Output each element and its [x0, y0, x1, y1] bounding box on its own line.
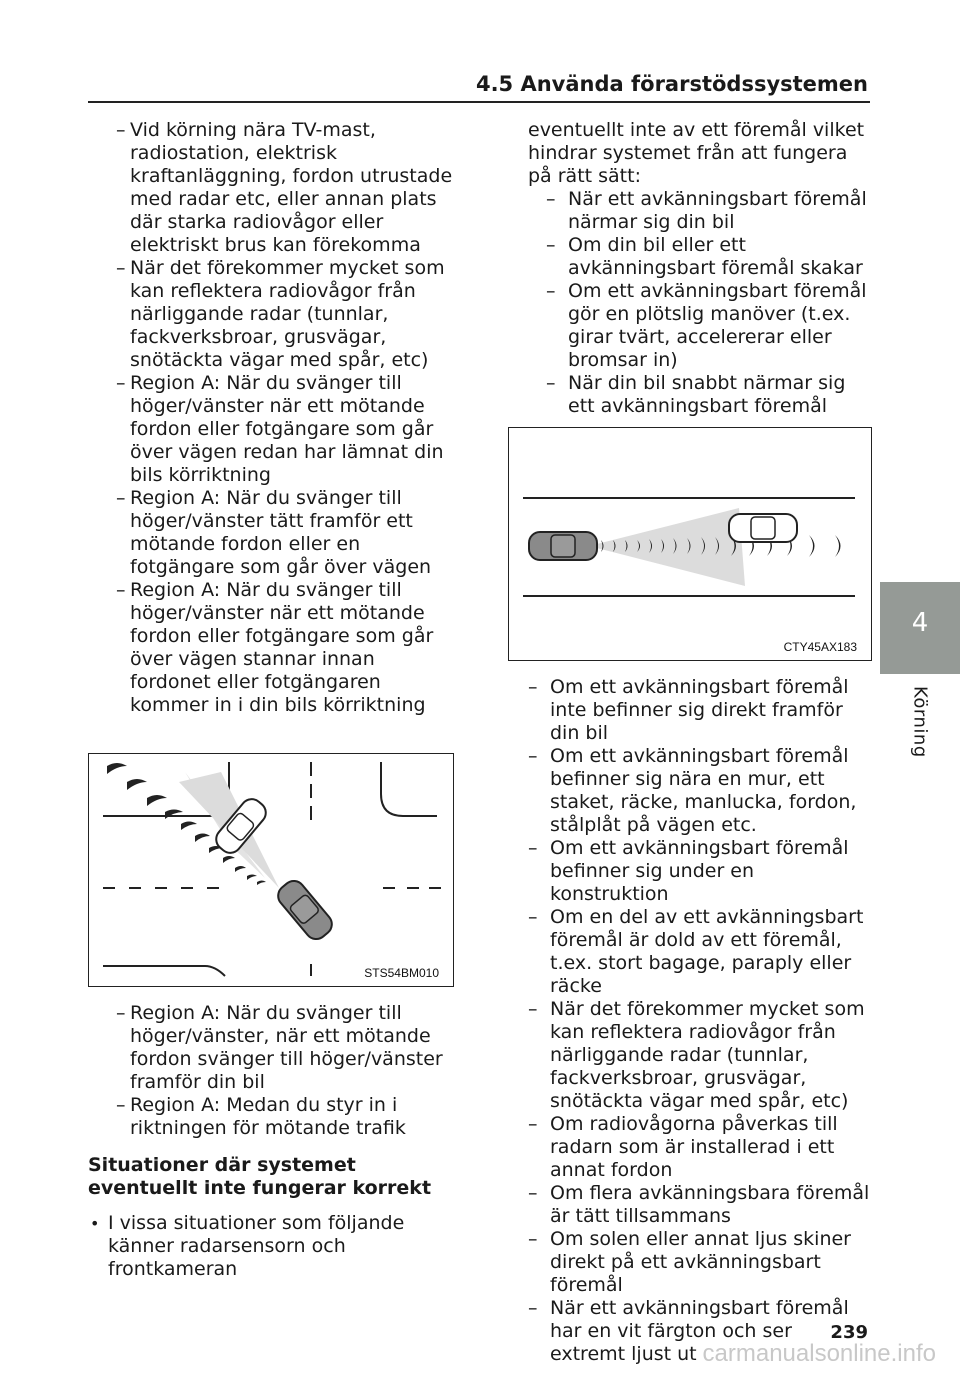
left-column-bottom [88, 1002, 458, 1281]
section-header-title: 4.5 Använda förarstödssystemen [475, 72, 868, 96]
list-item: – Om ett avkänningsbart föremål gör en plötslig manöver (t.ex. girar tvärt, accelererar eller bromsar in) [528, 280, 868, 372]
page-number: 239 [830, 1322, 868, 1343]
list-item: – Region A: När du svänger till höger/vänster, när ett mötande fordon svänger till höger/vänster framför din bil [88, 1002, 458, 1094]
right-column-bottom-list [510, 676, 872, 1366]
header-rule [88, 101, 870, 103]
lane-markings [103, 762, 441, 976]
curb-bottom-left [103, 966, 225, 976]
left-column-top-list [88, 119, 458, 717]
list-item: – Om en del av ett avkänningsbart föremål är dold av ett föremål, t.ex. stort bagage, paraply eller räcke [510, 906, 872, 998]
watermark-text: carmanualsonline.info [702, 1340, 936, 1367]
list-item: – När det förekommer mycket som kan reflektera radiovågor från närliggande radar (tunnlar, fackverksbroar, grusvägar, snötäckta vägar med spår, etc) [510, 998, 872, 1113]
own-car [274, 876, 337, 943]
section-heading: Situationer där systemet eventuellt inte fungerar korrekt [88, 1154, 432, 1199]
list-item: – Om din bil eller ett avkänningsbart föremål skakar [528, 234, 868, 280]
list-item: – Om radiovågorna påverkas till radarn som är installerad i ett annat fordon [510, 1113, 872, 1182]
intersection-figure [88, 753, 454, 987]
intro-paragraph: eventuellt inte av ett föremål vilket hindrar systemet från att fungera på rätt sätt: [528, 119, 865, 187]
target-car [729, 514, 797, 542]
intersection-illustration [89, 754, 453, 986]
list-item: – Region A: Medan du styr in i riktningen för mötande trafik [88, 1094, 458, 1140]
list-item: – När det förekommer mycket som kan reflektera radiovågor från närliggande radar (tunnlar, fackverksbroar, grusvägar, snötäckta vägar med spår, etc) [88, 257, 458, 372]
curb-top-right [381, 762, 437, 816]
list-item: – Om ett avkänningsbart föremål befinner sig under en konstruktion [510, 837, 872, 906]
sensor-zone [589, 508, 745, 586]
list-item: – Vid körning nära TV-mast, radiostation, elektrisk kraftanläggning, fordon utrustade med radar etc, eller annan plats där starka radiovågor eller elektriskt brus kan förekomma [88, 119, 458, 257]
figure-code: STS54BM010 [364, 966, 439, 980]
list-item: – Om flera avkänningsbara föremål är tätt tillsammans [510, 1182, 872, 1228]
figure-code: CTY45AX183 [783, 640, 857, 654]
list-item: – Om ett avkänningsbart föremål inte befinner sig direkt framför din bil [510, 676, 872, 745]
chapter-tab-number: 4 [911, 608, 929, 638]
right-column-top [528, 119, 868, 418]
chapter-tab-label: Körning [909, 686, 931, 758]
list-item: – Region A: När du svänger till höger/vänster tätt framför ett mötande fordon eller en fotgängare som går över vägen [88, 487, 458, 579]
straight-road-illustration [509, 428, 871, 660]
list-item: – Om solen eller annat ljus skiner direkt på ett avkänningsbart föremål [510, 1228, 872, 1297]
list-item: – När ett avkänningsbart föremål närmar sig din bil [528, 188, 868, 234]
list-item: – När din bil snabbt närmar sig ett avkänningsbart föremål [528, 372, 868, 418]
list-item: – Region A: När du svänger till höger/vänster när ett mötande fordon eller fotgängare som går över vägen stannar innan fordonet eller fotgängaren kommer in i din bils körriktning [88, 579, 458, 717]
list-item: – När ett avkänningsbart föremål har en vit färgton och ser extremt ljust ut [510, 1297, 872, 1366]
own-car [529, 532, 597, 560]
straight-road-figure [508, 427, 872, 661]
bullet-item: • I vissa situationer som följande känner radarsensorn och frontkameran [88, 1212, 458, 1281]
list-item: – Region A: När du svänger till höger/vänster när ett mötande fordon eller fotgängare som går över vägen redan har lämnat din bils körriktning [88, 372, 458, 487]
chapter-tab-label-wrap [880, 686, 960, 786]
list-item: – Om ett avkänningsbart föremål befinner sig nära en mur, ett staket, räcke, manlucka, fordon, stålplåt på vägen etc. [510, 745, 872, 837]
